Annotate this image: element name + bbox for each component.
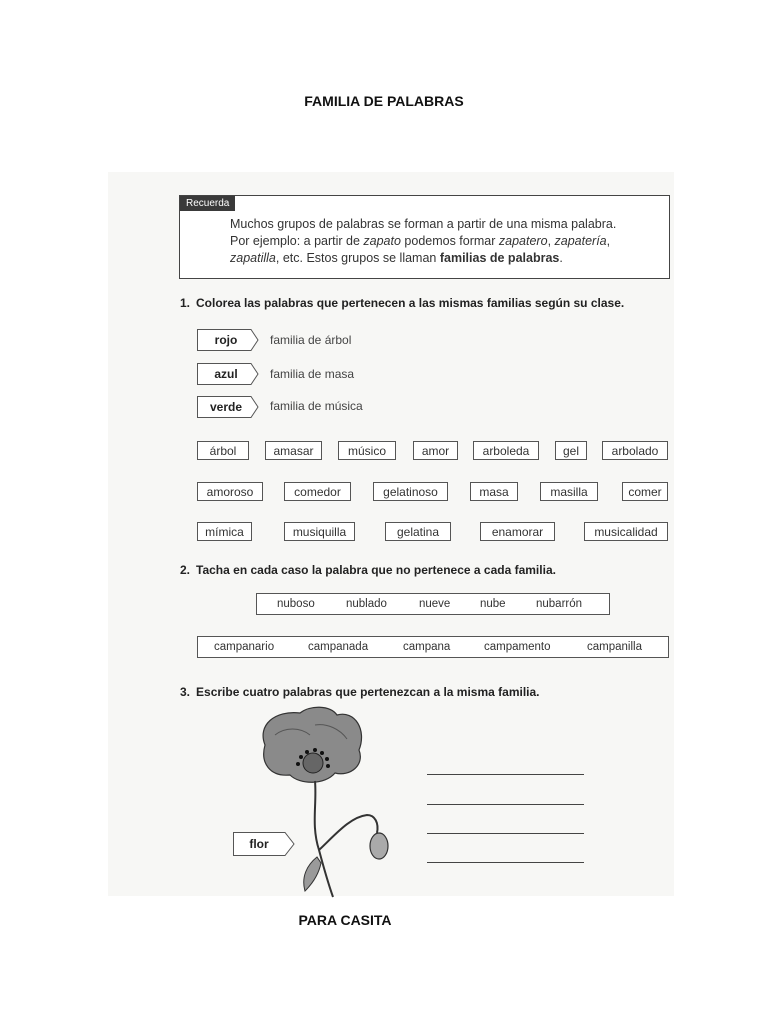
page-title: FAMILIA DE PALABRAS [304,93,464,109]
word-box[interactable]: comer [622,482,668,501]
word-box[interactable]: masa [470,482,518,501]
strike-word[interactable]: campanilla [587,641,642,653]
answer-line-3[interactable] [427,833,584,834]
family-label-arbol: familia de árbol [270,333,352,347]
recuerda-line-3: zapatilla, etc. Estos grupos se llaman familias de palabras. [230,251,563,265]
question-1: 1. Colorea las palabras que pertenecen a las mismas familias según su clase. [180,296,625,310]
color-tag-azul: azul [197,363,255,385]
recuerda-box [179,195,670,279]
word-box[interactable]: arboleda [473,441,539,460]
question-3: 3. Escribe cuatro palabras que pertenezcan a la misma familia. [180,685,540,699]
strike-row-campana [197,636,669,658]
word-box[interactable]: comedor [284,482,351,501]
word-box[interactable]: amor [413,441,458,460]
word-box[interactable]: amasar [265,441,322,460]
answer-line-1[interactable] [427,774,584,775]
answer-line-4[interactable] [427,862,584,863]
word-box[interactable]: árbol [197,441,249,460]
recuerda-line-2: Por ejemplo: a partir de zapato podemos formar zapatero, zapatería, [230,234,611,248]
question-2: 2. Tacha en cada caso la palabra que no pertenece a cada familia. [180,563,556,577]
poppy-flower-icon [255,705,405,900]
recuerda-tag: Recuerda [180,196,235,211]
family-label-musica: familia de música [270,399,363,413]
strike-word[interactable]: nubarrón [536,598,583,610]
strike-word[interactable]: campanada [308,641,369,653]
recuerda-line-1: Muchos grupos de palabras se forman a partir de una misma palabra. [230,217,617,231]
footer-title: PARA CASITA [298,912,392,928]
word-box[interactable]: arbolado [602,441,668,460]
word-box[interactable]: mímica [197,522,252,541]
word-box[interactable]: musicalidad [584,522,668,541]
word-box[interactable]: gelatinoso [373,482,448,501]
flor-tag: flor [233,832,293,856]
word-box[interactable]: enamorar [480,522,555,541]
word-box[interactable]: masilla [540,482,598,501]
color-tag-verde: verde [197,396,255,418]
strike-word[interactable]: nuboso [277,598,315,610]
word-box[interactable]: músico [338,441,396,460]
strike-word[interactable]: campanario [214,641,275,653]
recuerda-text [230,216,660,267]
strike-word[interactable]: campana [403,641,451,653]
strike-word[interactable]: campamento [484,641,551,653]
strike-row-nube [256,593,610,615]
strike-word[interactable]: nueve [419,598,451,610]
word-box[interactable]: gelatina [385,522,451,541]
family-label-masa: familia de masa [270,367,355,381]
word-box[interactable]: amoroso [197,482,263,501]
answer-line-2[interactable] [427,804,584,805]
color-tag-rojo: rojo [197,329,255,351]
strike-word[interactable]: nube [480,598,506,610]
word-box[interactable]: gel [555,441,587,460]
strike-word[interactable]: nublado [346,598,387,610]
word-box[interactable]: musiquilla [284,522,355,541]
